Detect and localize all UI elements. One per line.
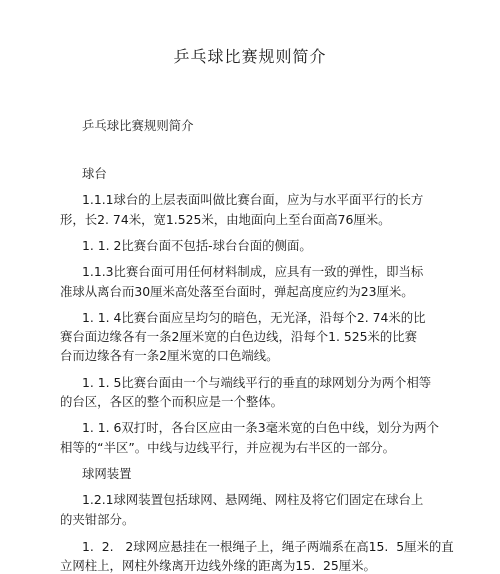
document-title: 乒乓球比赛规则简介 — [173, 47, 327, 66]
paragraph-line: 1. 1. 2比赛台面不包括-球台台面的侧面。 — [82, 238, 312, 253]
paragraph-line: 准球从离台而30厘米高处落至台面时，弹起高度应约为23厘米。 — [60, 284, 414, 299]
paragraph-line: 的夹钳部分。 — [60, 512, 135, 527]
paragraph-line: 台而边缘各有一条2厘米宽的口色端线。 — [60, 348, 279, 363]
paragraph-line: 1.1.1球台的上层表面叫做比赛台面，应为与水平面平行的长方 — [82, 192, 424, 207]
paragraph-line: 1. 1. 6双打时，各台区应由一条3毫米宽的白色中线，划分为两个 — [82, 420, 440, 435]
section-heading-net: 球网装置 — [82, 466, 132, 481]
paragraph-line: 1.1.3比赛台面可用任何材料制成，应具有一致的弹性，即当标 — [82, 264, 424, 279]
paragraph-line: 赛台面边缘各有一条2厘米宽的白色边线，沿每个1. 525米的比赛 — [60, 329, 418, 344]
paragraph-line: 相等的“半区”。中线与边线平行，并应视为右半区的一部分。 — [60, 440, 395, 455]
paragraph-line: 立网柱上，网柱外缘离开边线外缘的距离为15. 25厘米。 — [60, 558, 376, 573]
paragraph-line: 1. 1. 4比赛台面应呈均匀的暗色，无光泽，沿每个2. 74米的比 — [82, 310, 426, 325]
paragraph-line: 的台区，各区的整个而积应是一个整体。 — [60, 394, 284, 409]
paragraph-line: 1. 2. 2球网应悬挂在一根绳子上，绳子两端系在高15. 5厘米的直 — [82, 539, 454, 554]
section-heading-table: 球台 — [82, 166, 107, 181]
document-subtitle: 乒乓球比赛规则简介 — [82, 118, 194, 133]
paragraph-line: 形，长2. 74米，宽1.525米，由地面向上至台面高76厘米。 — [60, 212, 391, 227]
paragraph-line: 1. 1. 5比赛台面由一个与端线平行的垂直的球网划分为两个相等 — [82, 375, 432, 390]
paragraph-line: 1.2.1球网装置包括球网、悬网绳、网柱及将它们固定在球台上 — [82, 492, 424, 507]
